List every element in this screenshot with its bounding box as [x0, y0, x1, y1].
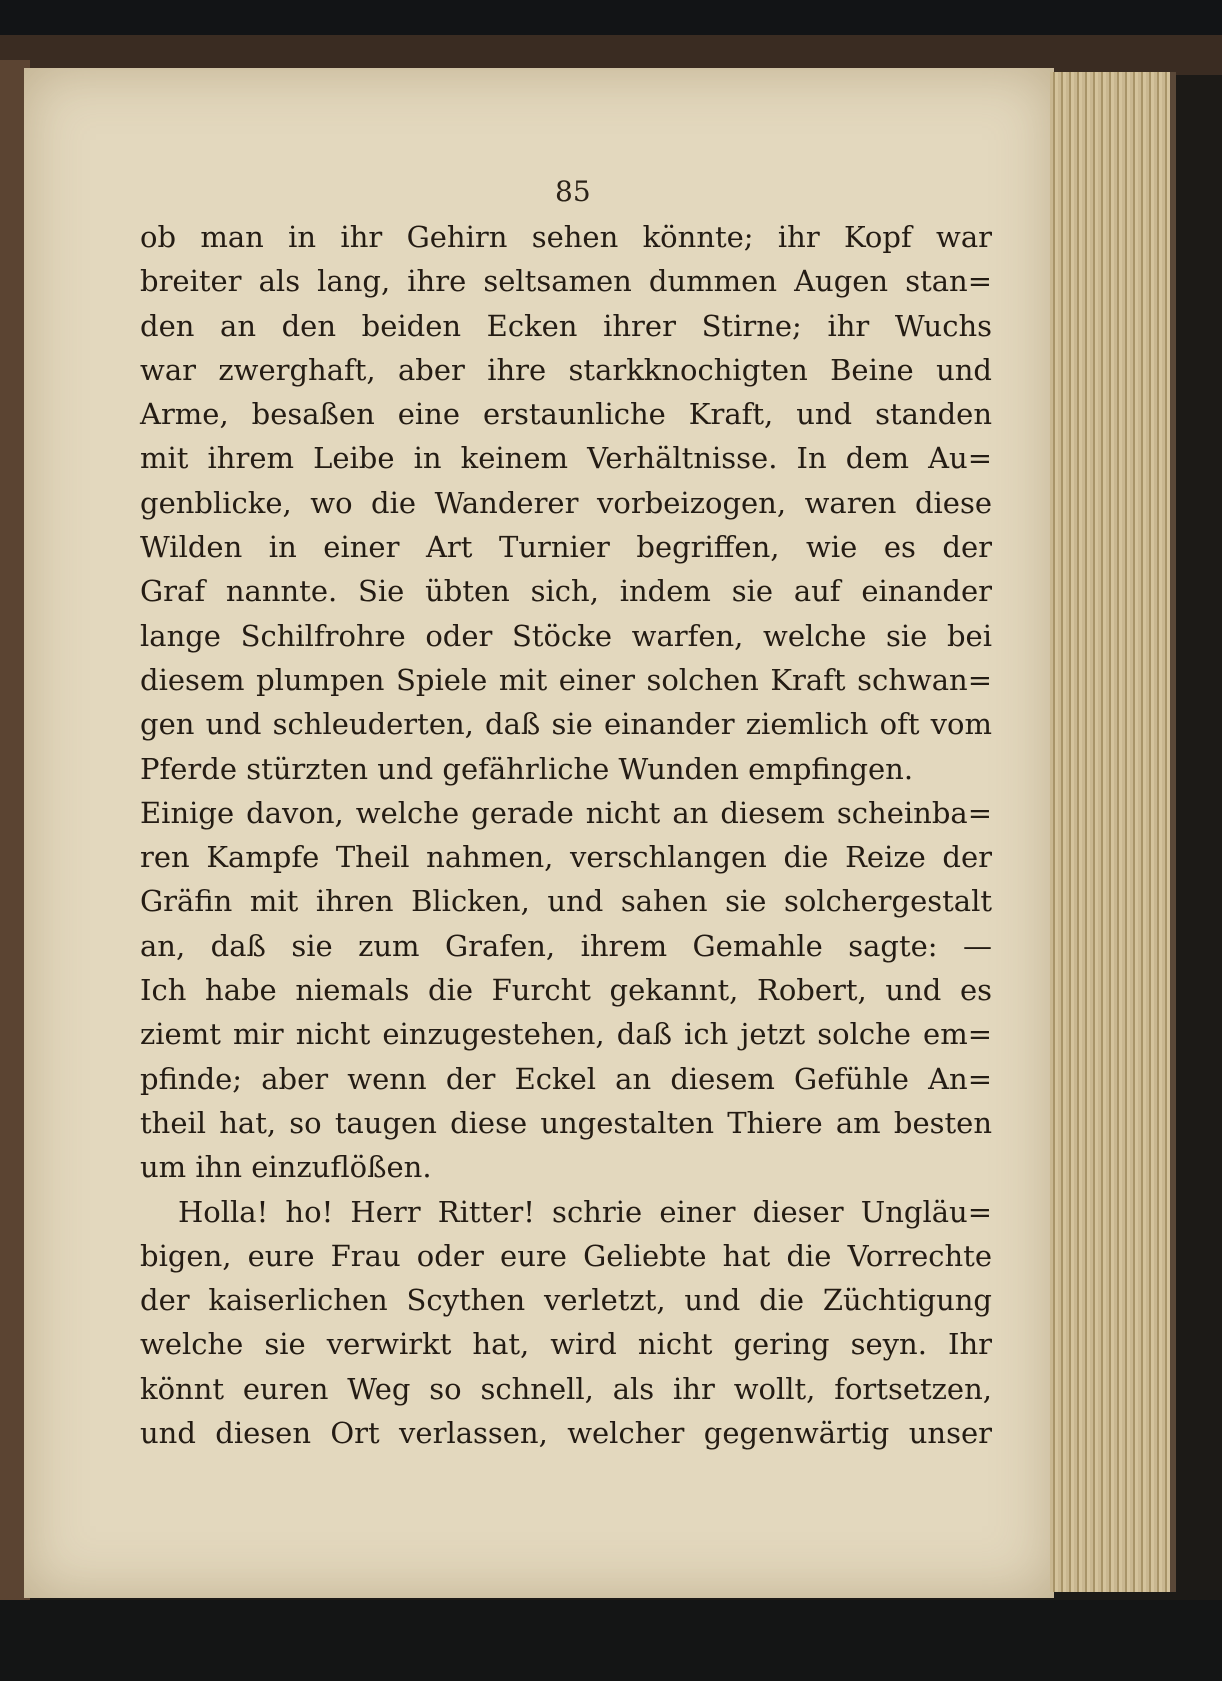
- text-line: theil hat, so taugen diese ungestalten Thiere am besten: [140, 1105, 992, 1140]
- text-line: bigen, eure Frau oder eure Geliebte hat die Vorrechte: [140, 1238, 992, 1273]
- scan-background-top: [0, 0, 1222, 40]
- text-line: diesem plumpen Spiele mit einer solchen Kraft schwan=: [140, 662, 992, 697]
- text-line: ob man in ihr Gehirn sehen könnte; ihr Kopf war: [140, 220, 992, 254]
- page-number: 85: [555, 175, 591, 208]
- text-line: welche sie verwirkt hat, wird nicht gering seyn. Ihr: [140, 1327, 992, 1362]
- text-line: lange Schilfrohre oder Stöcke warfen, welche sie bei: [140, 618, 992, 653]
- text-line: breiter als lang, ihre seltsamen dummen Augen stan=: [140, 264, 992, 299]
- text-line: mit ihrem Leibe in keinem Verhältnisse. In dem Au=: [140, 441, 992, 476]
- text-line: an, daß sie zum Grafen, ihrem Gemahle sagte: —: [140, 928, 992, 963]
- text-line: genblicke, wo die Wanderer vorbeizogen, waren diese: [140, 485, 992, 520]
- text-line: Arme, besaßen eine erstaunliche Kraft, und standen: [140, 397, 992, 432]
- page-stack-edges: [1050, 72, 1176, 1592]
- text-line: Einige davon, welche gerade nicht an diesem scheinba=: [140, 795, 992, 830]
- text-line: Gräfin mit ihren Blicken, und sahen sie solchergestalt: [140, 884, 992, 919]
- text-line: den an den beiden Ecken ihrer Stirne; ihr Wuchs: [140, 308, 992, 343]
- text-line: Holla! ho! Herr Ritter! schrie einer dieser Ungläu=: [178, 1194, 992, 1229]
- text-line: gen und schleuderten, daß sie einander ziemlich oft vom: [140, 707, 992, 742]
- text-line: ren Kampfe Theil nahmen, verschlangen die Reize der: [140, 840, 992, 875]
- text-line: könnt euren Weg so schnell, als ihr wollt, fortsetzen,: [140, 1371, 992, 1406]
- text-line: Pferde stürzten und gefährliche Wunden empfingen.: [140, 751, 914, 786]
- scan-background-bottom: [0, 1600, 1222, 1681]
- text-line: Graf nannte. Sie übten sich, indem sie auf einander: [140, 574, 992, 609]
- text-line: Wilden in einer Art Turnier begriffen, wie es der: [140, 530, 992, 565]
- text-line: war zwerghaft, aber ihre starkknochigten Beine und: [140, 352, 992, 387]
- text-line: und diesen Ort verlassen, welcher gegenwärtig unser: [140, 1416, 992, 1451]
- body-text: [140, 215, 992, 1455]
- text-line: der kaiserlichen Scythen verletzt, und die Züchtigung: [140, 1283, 992, 1318]
- text-line: um ihn einzuflößen.: [140, 1150, 432, 1185]
- text-line: pfinde; aber wenn der Eckel an diesem Gefühle An=: [140, 1061, 992, 1096]
- text-line: Ich habe niemals die Furcht gekannt, Robert, und es: [140, 973, 992, 1008]
- text-line: ziemt mir nicht einzugestehen, daß ich jetzt solche em=: [140, 1017, 992, 1052]
